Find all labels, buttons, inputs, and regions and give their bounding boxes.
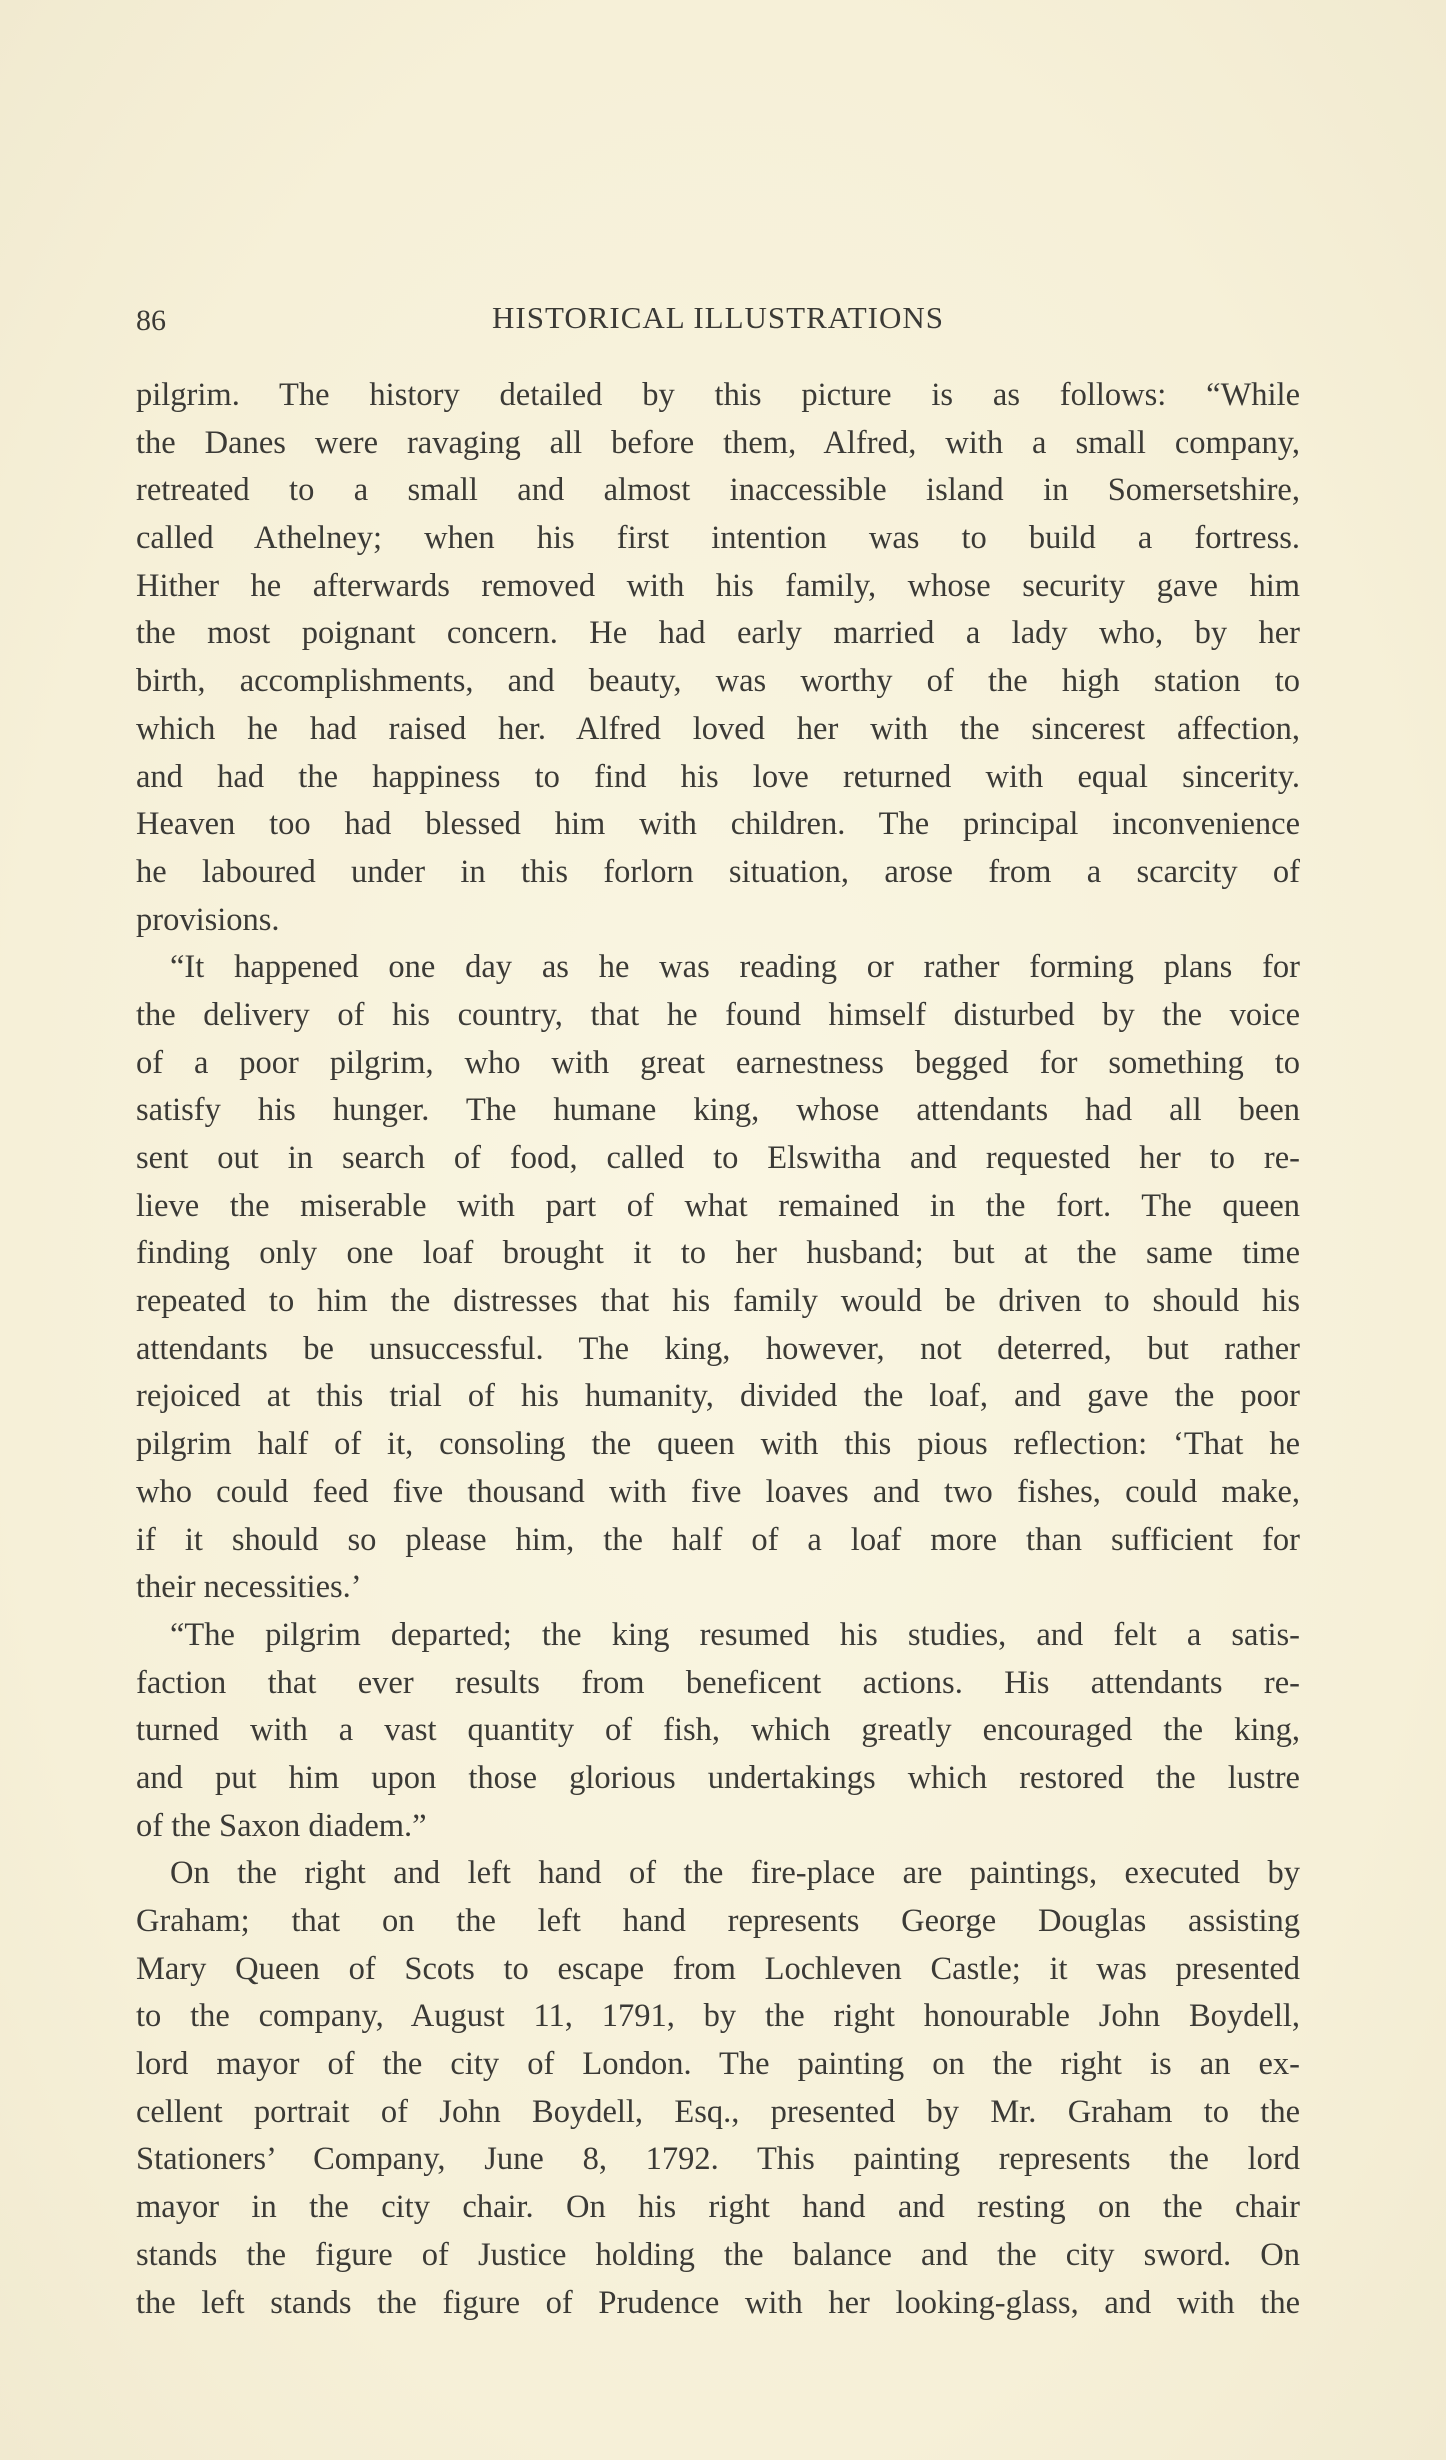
text-line: the left stands the figure of Prudence with her looking-glass, and with the [136,2284,1300,2321]
text-line: lord mayor of the city of London. The painting on the right is an ex- [136,2046,1300,2083]
text-line: if it should so please him, the half of a loaf more than sufficient for [136,1521,1300,1558]
text-line: of a poor pilgrim, who with great earnestness begged for something to [136,1044,1300,1081]
text-line: “It happened one day as he was reading or rather forming plans for [170,949,1300,986]
running-title: HISTORICAL ILLUSTRATIONS [492,300,944,335]
text-line: satisfy his hunger. The humane king, whose attendants had all been [136,1092,1300,1129]
text-line: attendants be unsuccessful. The king, however, not deterred, but rather [136,1330,1300,1367]
text-line: pilgrim half of it, consoling the queen with this pious reflection: ‘That he [136,1426,1300,1463]
paragraph [136,372,1300,944]
text-line: Stationers’ Company, June 8, 1792. This painting represents the lord [136,2141,1300,2178]
text-line: sent out in search of food, called to Elswitha and requested her to re- [136,1140,1300,1176]
text-line: Hither he afterwards removed with his family, whose security gave him [136,567,1300,604]
text-line: cellent portrait of John Boydell, Esq., presented by Mr. Graham to the [136,2093,1300,2130]
text-line: called Athelney; when his first intention was to build a fortress. [136,520,1300,557]
paragraph [136,1612,1300,1850]
body-text [136,372,1300,2327]
text-line: finding only one loaf brought it to her husband; but at the same time [136,1235,1300,1272]
paragraph [136,1850,1300,2327]
text-line: Mary Queen of Scots to escape from Lochleven Castle; it was presented [136,1950,1300,1987]
text-line: provisions. [136,901,280,938]
text-line: who could feed five thousand with five loaves and two fishes, could make, [136,1473,1300,1510]
text-line: which he had raised her. Alfred loved her with the sincerest affection, [136,710,1300,747]
text-line: stands the figure of Justice holding the balance and the city sword. On [136,2236,1300,2273]
text-line: “The pilgrim departed; the king resumed his studies, and felt a satis- [170,1616,1300,1653]
text-line: he laboured under in this forlorn situation, arose from a scarcity of [136,853,1300,890]
text-line: On the right and left hand of the fire-place are paintings, executed by [170,1855,1300,1892]
page-number: 86 [136,304,166,337]
text-line: Heaven too had blessed him with children. The principal inconvenience [136,806,1300,843]
text-line: the Danes were ravaging all before them, Alfred, with a small company, [136,424,1300,461]
page-header [136,300,1300,350]
text-line: pilgrim. The history detailed by this picture is as follows: “While [136,377,1300,413]
text-line: turned with a vast quantity of fish, which greatly encouraged the king, [136,1712,1300,1749]
text-line: the most poignant concern. He had early married a lady who, by her [136,615,1300,652]
text-line: mayor in the city chair. On his right hand and resting on the chair [136,2189,1300,2226]
text-line: rejoiced at this trial of his humanity, divided the loaf, and gave the poor [136,1378,1300,1415]
text-line: birth, accomplishments, and beauty, was worthy of the high station to [136,663,1300,700]
paragraph [136,944,1300,1612]
text-line: to the company, August 11, 1791, by the right honourable John Boydell, [136,1998,1300,2035]
text-line: the delivery of his country, that he found himself disturbed by the voice [136,996,1300,1033]
text-line: lieve the miserable with part of what remained in the fort. The queen [136,1187,1300,1224]
text-line: Graham; that on the left hand represents George Douglas assisting [136,1903,1300,1939]
text-line: and put him upon those glorious undertakings which restored the lustre [136,1759,1300,1796]
text-line: retreated to a small and almost inaccessible island in Somersetshire, [136,472,1300,509]
text-line: and had the happiness to find his love returned with equal sincerity. [136,758,1300,795]
text-line: faction that ever results from beneficent actions. His attendants re- [136,1664,1300,1701]
text-line: repeated to him the distresses that his family would be driven to should his [136,1283,1300,1320]
text-line: of the Saxon diadem.” [136,1807,427,1844]
text-line: their necessities.’ [136,1569,362,1606]
